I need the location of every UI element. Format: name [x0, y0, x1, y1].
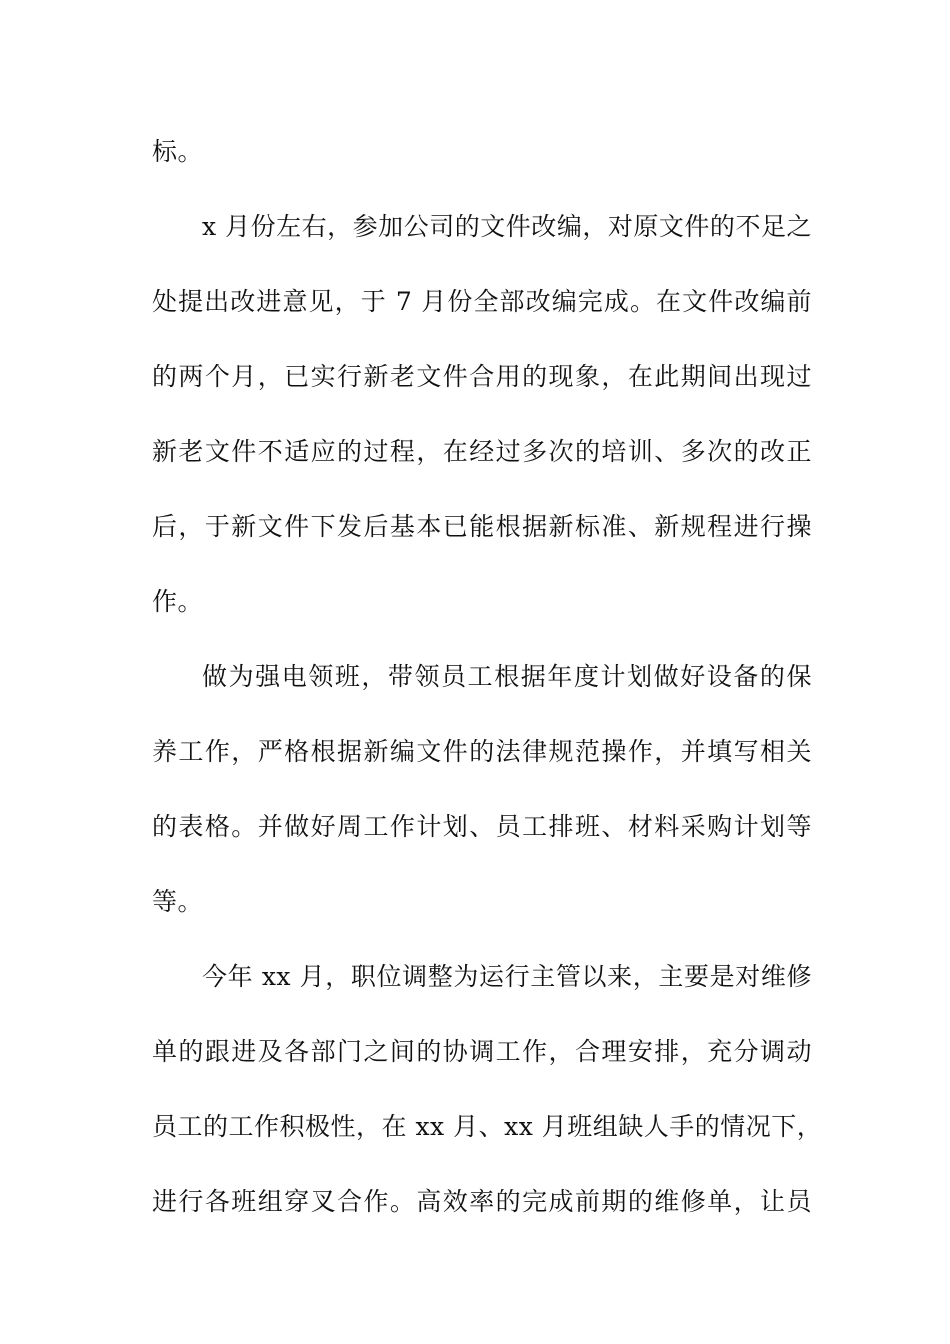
- text-line: 处提出改进意见，于 7 月份全部改编完成。在文件改编前: [152, 287, 812, 316]
- text-line: 的两个月，已实行新老文件合用的现象，在此期间出现过: [152, 362, 812, 391]
- text-line: 进行各班组穿叉合作。高效率的完成前期的维修单，让员: [152, 1187, 812, 1216]
- text-line: 标。: [152, 137, 204, 166]
- text-line: 员工的工作积极性，在 xx 月、xx 月班组缺人手的情况下，: [152, 1112, 823, 1141]
- text-line: x 月份左右，参加公司的文件改编，对原文件的不足之: [202, 212, 812, 241]
- text-line: 今年 xx 月，职位调整为运行主管以来，主要是对维修: [202, 962, 812, 991]
- text-line: 做为强电领班，带领员工根据年度计划做好设备的保: [202, 662, 812, 691]
- text-line: 养工作，严格根据新编文件的法律规范操作，并填写相关: [152, 737, 812, 766]
- text-line: 新老文件不适应的过程，在经过多次的培训、多次的改正: [152, 437, 812, 466]
- text-line: 作。: [152, 587, 204, 616]
- text-line: 的表格。并做好周工作计划、员工排班、材料采购计划等: [152, 812, 812, 841]
- text-line: 单的跟进及各部门之间的协调工作，合理安排，充分调动: [152, 1037, 812, 1066]
- text-line: 后，于新文件下发后基本已能根据新标准、新规程进行操: [152, 512, 812, 541]
- text-line: 等。: [152, 887, 204, 916]
